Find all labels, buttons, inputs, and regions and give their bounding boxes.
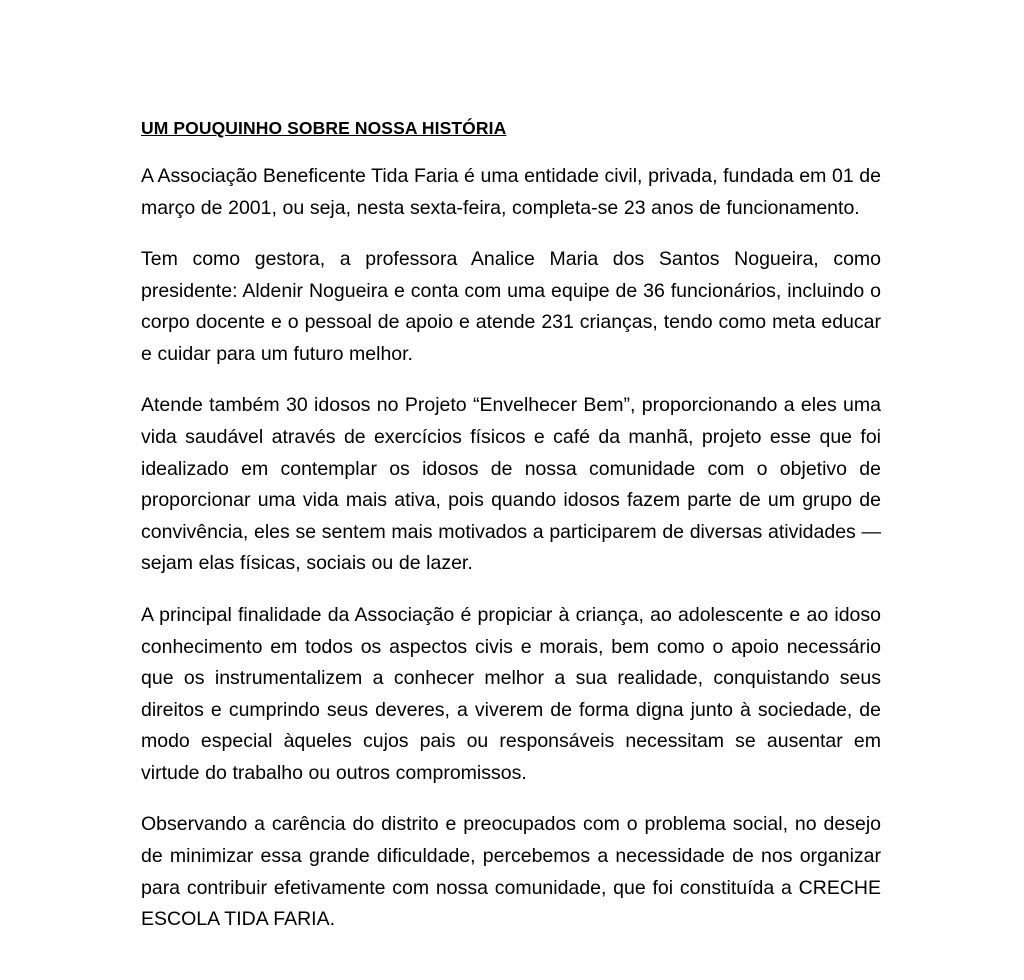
paragraph-history-founding: A Associação Beneficente Tida Faria é uma entidade civil, privada, fundada em 01 de março de 2001, ou seja, nesta sexta-feira, completa-se 23 anos de funcionamento. bbox=[141, 165, 881, 219]
page-title: UM POUQUINHO SOBRE NOSSA HISTÓRIA bbox=[141, 118, 507, 138]
paragraph-community-need: Observando a carência do distrito e preocupados com o problema social, no desejo de minimizar essa grande dificuldade, percebemos a necessidade de nos organizar para contribuir efetivamente com nossa comunidade, que foi constituída a CRECHE ESCOLA TIDA FARIA. bbox=[141, 813, 881, 931]
paragraph-management-staff: Tem como gestora, a professora Analice Maria dos Santos Nogueira, como presidente: Aldenir Nogueira e conta com uma equipe de 36 funcionários, incluindo o corpo docente e o pessoal de apoio e atende 231 crianças, tendo como meta educar e cuidar para um futuro melhor. bbox=[141, 248, 881, 365]
paragraph-main-purpose: A principal finalidade da Associação é propiciar à criança, ao adolescente e ao idoso conhecimento em todos os aspectos civis e morais, bem como o apoio necessário que os instrumentalizem a conhecer melhor a sua realidade, conquistando seus direitos e cumprindo seus deveres, a viverem de forma digna junto à sociedade, de modo especial àqueles cujos pais ou responsáveis necessitam se ausentar em virtude do trabalho ou outros compromissos. bbox=[141, 603, 881, 784]
paragraph-elderly-project: Atende também 30 idosos no Projeto “Envelhecer Bem”, proporcionando a eles uma vida saudável através de exercícios físicos e café da manhã, projeto esse que foi idealizado em contemplar os idosos de nossa comunidade com o objetivo de proporcionar uma vida mais ativa, pois quando idosos fazem parte de um grupo de convivência, eles se sentem mais motivados a participarem de diversas atividades — sejam elas físicas, sociais ou de lazer. bbox=[141, 394, 881, 575]
